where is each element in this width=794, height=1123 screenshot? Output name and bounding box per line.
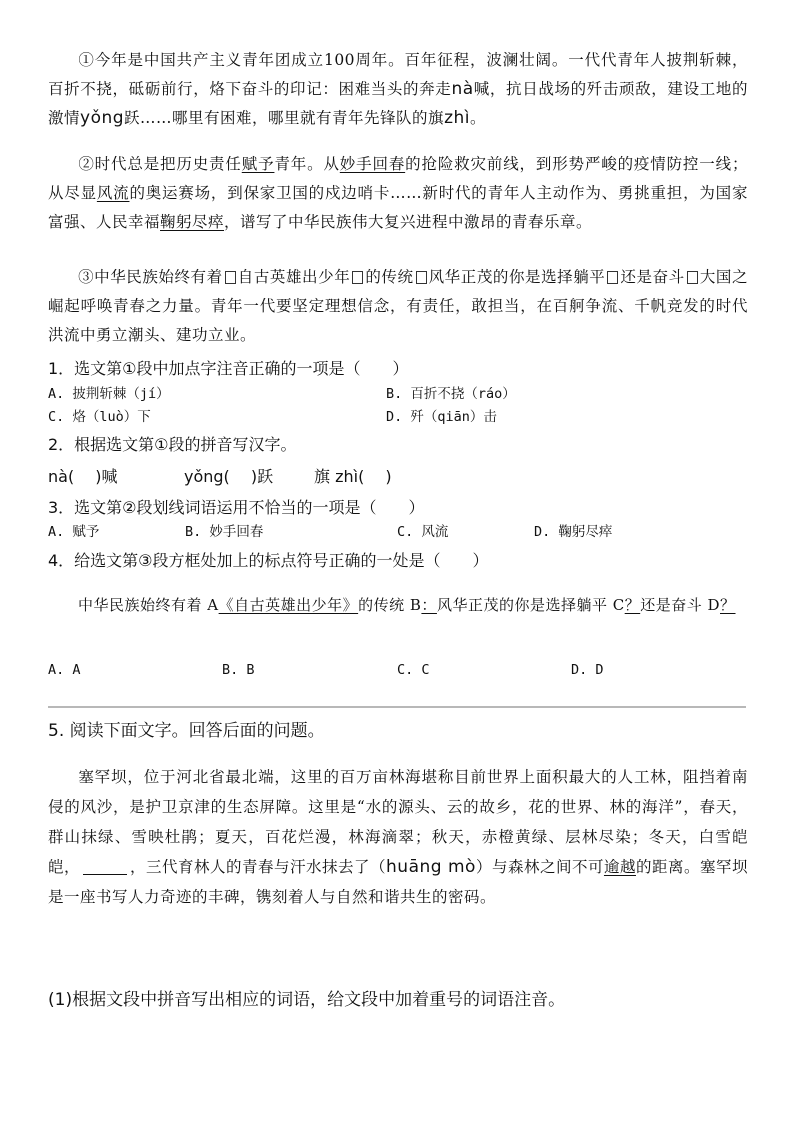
question-4-option-a[interactable]: A. A xyxy=(48,662,81,678)
question-3-option-c[interactable]: C. 风流 xyxy=(397,524,449,540)
passage-paragraph-3: ③中华民族始终有着 自古英雄出少年 的传统 风华正茂的你是选择躺平 还是奋斗 大国之崛起呼唤青春之力量。青年一代要坚定理想信念，有责任，敢担当，在百舸争流、千帆竞发的时代洪流中勇立潮头、建功立业。 xyxy=(48,268,748,344)
question-3-option-a[interactable]: A. 赋予 xyxy=(48,524,100,540)
blank-box-b xyxy=(352,271,363,284)
question-2-stem: 2．根据选文第①段的拼音写汉字。 xyxy=(48,435,297,454)
underlined-word-4: 鞠躬尽瘁 xyxy=(160,213,225,231)
question-2-item-2[interactable]: yǒng( )跃 xyxy=(184,467,274,486)
question-4-option-b[interactable]: B. B xyxy=(222,662,255,678)
pinyin-yong: yǒng xyxy=(80,108,125,128)
question-1-option-a[interactable]: A. 披荆斩棘（jí） xyxy=(48,386,170,402)
question-3-stem: 3．选文第②段划线词语运用不恰当的一项是（ ） xyxy=(48,498,425,517)
underlined-word-3: 风流 xyxy=(96,184,130,202)
question-2-item-3[interactable]: 旗 zhì( ) xyxy=(314,467,392,486)
question-2-item-1[interactable]: nà( )喊 xyxy=(48,467,118,486)
blank-box-c xyxy=(416,271,427,284)
question-1-option-c[interactable]: C. 烙（luò）下 xyxy=(48,409,151,425)
underlined-word-1: 赋予 xyxy=(241,155,275,173)
blank-box-d xyxy=(607,271,618,284)
blank-box-a xyxy=(225,271,236,284)
question-3-option-b[interactable]: B. 妙手回春 xyxy=(185,524,264,540)
question-3-option-d[interactable]: D. 鞠躬尽瘁 xyxy=(534,524,613,540)
question-5-subquestion-1: (1)根据文段中拼音写出相应的词语，给文段中加着重号的词语注音。 xyxy=(48,990,566,1010)
question-5-passage: 塞罕坝，位于河北省最北端，这里的百万亩林海堪称目前世界上面积最大的人工林，阻挡着南侵的风沙，是护卫京津的生态屏障。这里是“水的源头、云的故乡，花的世界、林的海洋”，春天，群山抹绿、雪映杜鹃；夏天，百花烂漫，林海滴翠；秋天，赤橙黄绿、层林尽染；冬天，白雪皑皑， ，三代育林人的青春与汗水抹去了（huāng mò）与森林之间不可逾越的距离。塞罕坝是一座书写人力奇迹的丰碑，镌刻着人与自然和谐共生的密码。 xyxy=(48,768,748,906)
pinyin-zhi: zhì xyxy=(444,108,470,128)
question-5-stem: 5. 阅读下面文字。回答后面的问题。 xyxy=(48,721,325,741)
question-1-option-d[interactable]: D. 歼（qiān）击 xyxy=(386,409,497,425)
passage-paragraph-2: ②时代总是把历史责任赋予青年。从妙手回春的抢险救灾前线，到形势严峻的疫情防控一线；从尽显风流的奥运赛场，到保家卫国的戍边哨卡……新时代的青年人主动作为、勇挑重担，为国家富强、人民幸福鞠躬尽瘁，谱写了中华民族伟大复兴进程中激昂的青春乐章。 xyxy=(48,155,748,231)
question-4-passage: 中华民族始终有着 A《自古英雄出少年》的传统 B：风华正茂的你是选择躺平 C？还是奋斗 D？ xyxy=(78,596,736,614)
passage-paragraph-1: ①今年是中国共产主义青年团成立100周年。百年征程，波澜壮阔。一代代青年人披荆斩棘，百折不挠，砥砺前行，烙下奋斗的印记：困难当头的奔走nà喊，抗日战场的歼击顽敌，建设工地的激情yǒng跃……哪里有困难，哪里就有青年先锋队的旗zhì。 xyxy=(48,51,748,128)
question-4-stem: 4．给选文第③段方框处加上的标点符号正确的一处是（ ） xyxy=(48,551,489,570)
question-4-option-c[interactable]: C. C xyxy=(397,662,430,678)
question-1-stem: 1．选文第①段中加点字注音正确的一项是（ ） xyxy=(48,359,409,378)
underlined-word-2: 妙手回春 xyxy=(339,155,406,173)
pinyin-huang-mo: huāng mò xyxy=(386,857,476,877)
question-1-option-b[interactable]: B. 百折不挠（ráo） xyxy=(386,386,516,402)
pinyin-na: nà xyxy=(451,79,474,99)
section-divider xyxy=(48,706,746,708)
emphasized-word: 逾越 xyxy=(603,858,636,876)
blank-box-e xyxy=(687,271,698,284)
answer-blank[interactable] xyxy=(83,860,127,875)
question-4-option-d[interactable]: D. D xyxy=(571,662,604,678)
